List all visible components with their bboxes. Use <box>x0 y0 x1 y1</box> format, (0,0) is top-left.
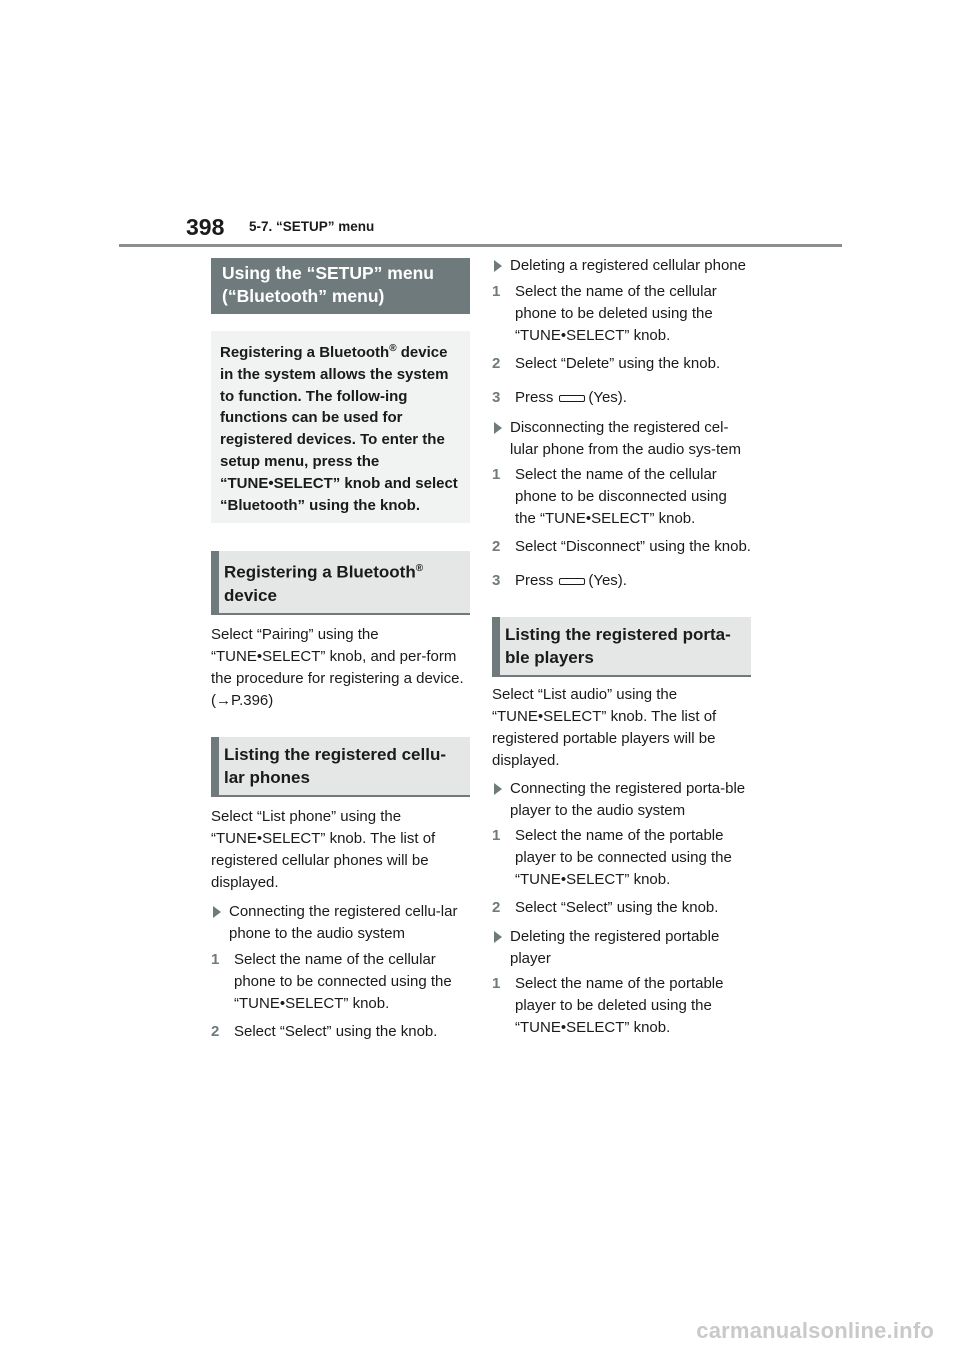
step: 2 Select “Select” using the knob. <box>211 1021 470 1043</box>
section-banner: Using the “SETUP” menu (“Bluetooth” menu) <box>211 258 470 314</box>
step: 1 Select the name of the portable player to be deleted using the “TUNE•SELECT” knob. <box>492 975 724 1036</box>
heading-listing-players: Listing the registered porta-ble players <box>492 617 751 677</box>
header-rule <box>119 244 842 247</box>
step: 2 Select “Delete” using the knob. <box>492 353 751 375</box>
step-number: 3 <box>492 389 501 406</box>
triangle-bullet-icon <box>494 783 502 795</box>
bullet-connect-phone: Connecting the registered cellu-lar phone to the audio system <box>211 901 470 945</box>
step-number: 2 <box>492 355 501 372</box>
step-number: 1 <box>492 827 501 844</box>
triangle-bullet-icon <box>494 931 502 943</box>
registered-mark: ® <box>389 343 397 354</box>
triangle-bullet-icon <box>494 260 502 272</box>
bullet-delete-phone: Deleting a registered cellular phone <box>492 255 751 277</box>
button-icon <box>559 578 585 585</box>
step: 1 Select the name of the cellular phone to be deleted using the “TUNE•SELECT” knob. <box>492 283 717 344</box>
step-number: 1 <box>492 975 501 992</box>
step-number: 2 <box>211 1023 220 1041</box>
step: 1 Select the name of the cellular phone to be disconnected using the “TUNE•SELECT” knob. <box>492 466 727 527</box>
section-label: 5-7. “SETUP” menu <box>249 219 375 234</box>
step: 1 Select the name of the cellular phone to be connected using the “TUNE•SELECT” knob. <box>211 951 452 1013</box>
registered-mark: ® <box>415 563 424 575</box>
page-number: 398 <box>186 214 225 240</box>
watermark: carmanualsonline.info <box>696 1318 934 1343</box>
step-number: 2 <box>492 538 501 555</box>
bullet-connect-player: Connecting the registered porta-ble player to the audio system <box>492 778 751 822</box>
registering-text: Select “Pairing” using the “TUNE•SELECT” knob, and per-form the procedure for registering a device. (→P.396) <box>211 626 464 710</box>
step-number: 2 <box>492 899 501 916</box>
triangle-bullet-icon <box>494 422 502 434</box>
button-icon <box>559 395 585 402</box>
step-number: 1 <box>492 466 501 483</box>
intro-box <box>211 331 470 523</box>
listing-phones-text: Select “List phone” using the “TUNE•SELECT” knob. The list of registered cellular phones will be displayed. <box>211 808 436 892</box>
intro-text-rest: device in the system allows the system to function. The follow-ing functions can be used for registered devices. To enter the setup menu, press the “TUNE•SELECT” knob and select “Bluetooth” using the knob. <box>220 344 458 514</box>
right-column <box>492 255 751 1039</box>
intro-text: Registering a Bluetooth <box>220 344 390 361</box>
heading-registering: Registering a Bluetooth® device <box>211 551 470 615</box>
step-number: 1 <box>211 951 220 969</box>
step: 3 Press (Yes). <box>492 570 751 592</box>
step-number: 3 <box>492 572 501 589</box>
triangle-bullet-icon <box>213 906 221 918</box>
step: 1 Select the name of the portable player to be connected using the “TUNE•SELECT” knob. <box>492 827 732 888</box>
left-column <box>211 258 470 1043</box>
step: 2 Select “Select” using the knob. <box>492 897 751 919</box>
bullet-disconnect-phone: Disconnecting the registered cel-lular phone from the audio sys-tem <box>492 417 751 461</box>
step: 3 Press (Yes). <box>492 387 751 409</box>
listing-players-text: Select “List audio” using the “TUNE•SELECT” knob. The list of registered portable players will be displayed. <box>492 686 717 769</box>
step: 2 Select “Disconnect” using the knob. <box>492 536 751 558</box>
step-number: 1 <box>492 283 501 300</box>
heading-listing-phones: Listing the registered cellu-lar phones <box>211 737 470 797</box>
bullet-delete-player: Deleting the registered portable player <box>492 926 751 970</box>
